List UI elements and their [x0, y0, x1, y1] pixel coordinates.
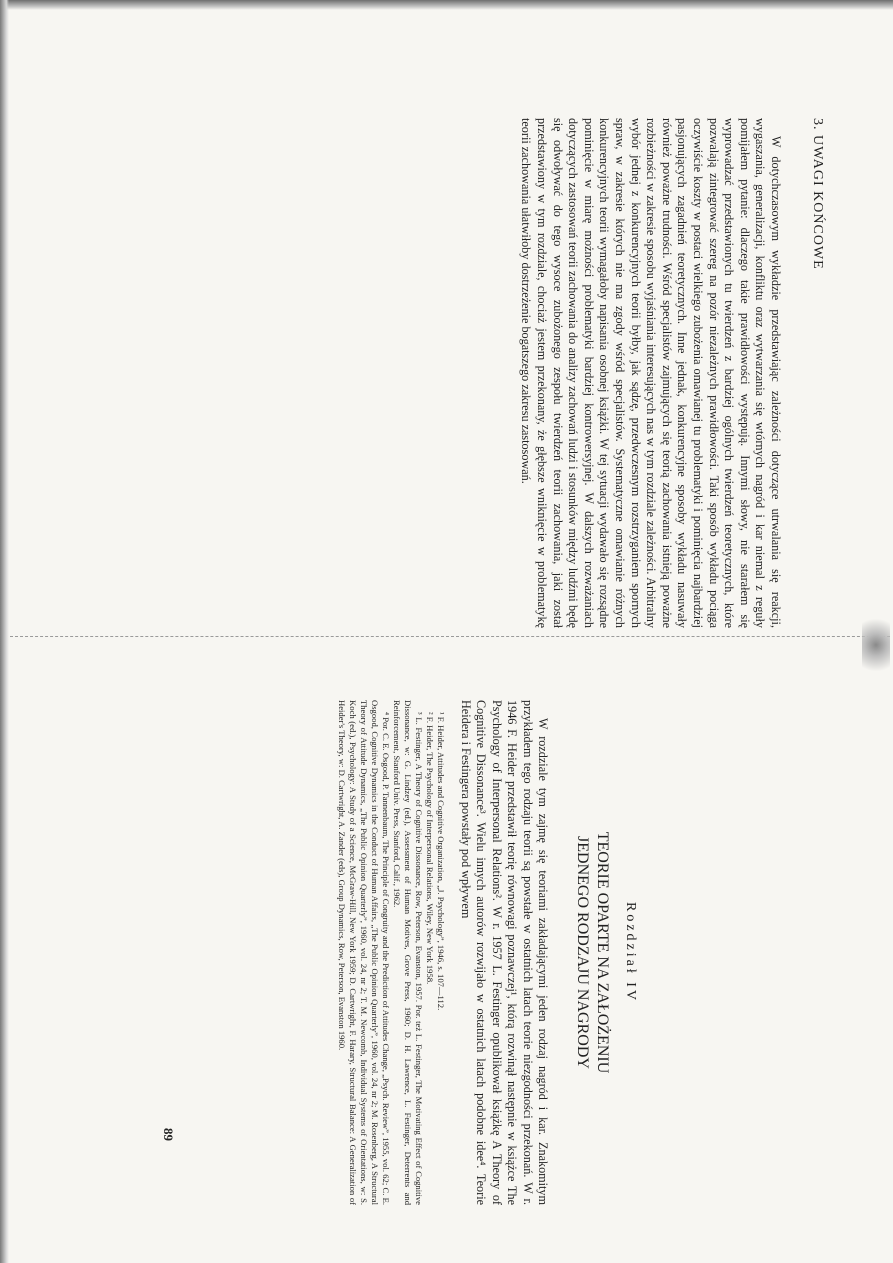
- right-page: [118, 700, 638, 1205]
- footnote: ⁴ Por. C. E. Osgood, P. Tannenbaum, The Principle of Congruity and the Prediction of Attitudes Change, „Psych. Review”, 1955, vol. 62; C. E. Osgood, Cognitive Dynamics in the Conduct of Human Affairs, „The Public Opinion Quarterly”, 1960, vol. 24, nr 2; M. Rosenberg, A Structural Theory of Attitude Dynamics, „The Public Opinion Quarterly”, 1960, vol. 24, nr 2; T. M. Newcomb, Individual Systems of Orientations, w: S. Koch (ed.), Psychology: A Study of a Science, McGraw-Hill, New York 1959; D. Cartwright, F. Harary, Structural Balance: A Generalization of Heider's Theory, w: D. Cartwright, A. Zander (eds), Group Dynamics, Row, Peterson, Evanston 1960.: [336, 700, 391, 1205]
- chapter-title-line-1: TEORIE OPARTE NA ZAŁOŻENIU: [594, 831, 611, 1074]
- intro-paragraph: W rozdziale tym zajmę się teoriami zakładającymi jeden rodzaj nagród i kar. Znakomitym przykładem tego rodzaju teorii są powstałe w ostatnich latach teorie niezgodności przekonań. W r. 1946 F. Heider przedstawił teorię równowagi poznawczej¹, którą rozwinął następnie w książce The Psychology of Interpersonal Relations². W r. 1957 L. Festinger opublikował książkę A Theory of Cognitive Dissonance³. Wielu innych autorów rozwijało w ostatnich latach podobne idee⁴. Teorie Heidera i Festingera powstały pod wpływem: [458, 700, 550, 1205]
- page-number: 89: [161, 1128, 176, 1141]
- scan-edge-left: [0, 0, 9, 1263]
- chapter-title-line-2: JEDNEGO RODZAJU NAGRODY: [574, 836, 591, 1069]
- footnote: ¹ F. Heider, Attitudes and Cognitive Organization, „J. Psychology”, 1946, s. 107—112.: [435, 712, 446, 1011]
- scan-artifact: [862, 610, 890, 680]
- scan-edge-top: [0, 0, 893, 10]
- body-paragraph: W dotychczasowym wykładzie przedstawiając zależności dotyczące utrwalania się reakcji, wygaszania, generalizacji, konfliktu oraz wytwarzania się wtórnych nagród i kar niemal z reguły pomijałem pytanie: dlaczego takie prawidłowości występują. Innymi słowy, nie starałem się wyprowadzać przedstawionych tu twierdzeń z bardziej ogólnych twierdzeń teoretycznych, które pozwalają zintegrować szereg na pozór niezależnych prawidłowości. Taki sposób wykładu pociąga oczywiście koszty w postaci wielkiego zubożenia omawianej tu problematyki i pominięcia najbardziej pasjonujących zagadnień teoretycznych. Inne jednak, konkurencyjne sposoby wykładu nasuwały również poważne trudności. Wśród specjalistów zajmujących się teorią zachowania istnieją poważne rozbieżności w zakresie sposobu wyjaśniania interesujących nas w tym rozdziale zależności. Arbitralny wybór jednej z konkurencyjnych teorii byłby, jak sądzę, przedwczesnym rozstrzyganiem spornych spraw, w zakresie których nie ma zgody wśród specjalistów. Systematyczne omawianie różnych konkurencyjnych teorii wymagałoby napisania osobnej książki. W tej sytuacji wydawało się rozsądne pominięcie w miarę możności problematyki bardziej kontrowersyjnej. W dalszych rozważaniach dotyczących zastosowań teorii zachowania do analizy zachowań ludzi i stosunków między ludźmi będę się odwoływać do tego wysoce zubożonego zespołu twierdzeń teorii zachowania, jaki został przedstawiony w tym rozdziale, chociaż jestem przekonany, że głębsze wniknięcie w problematykę teorii zachowania ułatwiłoby dostrzeżenie bogatszego zakresu zastosowań.: [519, 118, 783, 628]
- chapter-label: Rozdział IV: [623, 901, 638, 1004]
- left-page: [255, 118, 825, 628]
- footnote: ² F. Heider, The Psychology of Interpersonal Relations, Wiley, New York 1958.: [424, 712, 435, 985]
- footnotes: [336, 700, 446, 1205]
- chapter-title: [572, 700, 612, 1205]
- section-title: 3. UWAGI KOŃCOWE: [810, 118, 825, 270]
- page-fold-line: [10, 636, 890, 638]
- footnote: ³ L. Festinger, A Theory of Cognitive Dissonance, Row, Peterson, Evanston, 1957. Por. też L. Festinger, The Motivating Effect of Cognitive Dissonance, w: G. Lindzey (ed.), Assessment of Human Motives, Grove Press, 1960; D. H. Lawrence, L. Festinger, Deterrents and Reinforcement, Stanford Univ. Press, Stanford, Calif., 1962.: [391, 700, 424, 1205]
